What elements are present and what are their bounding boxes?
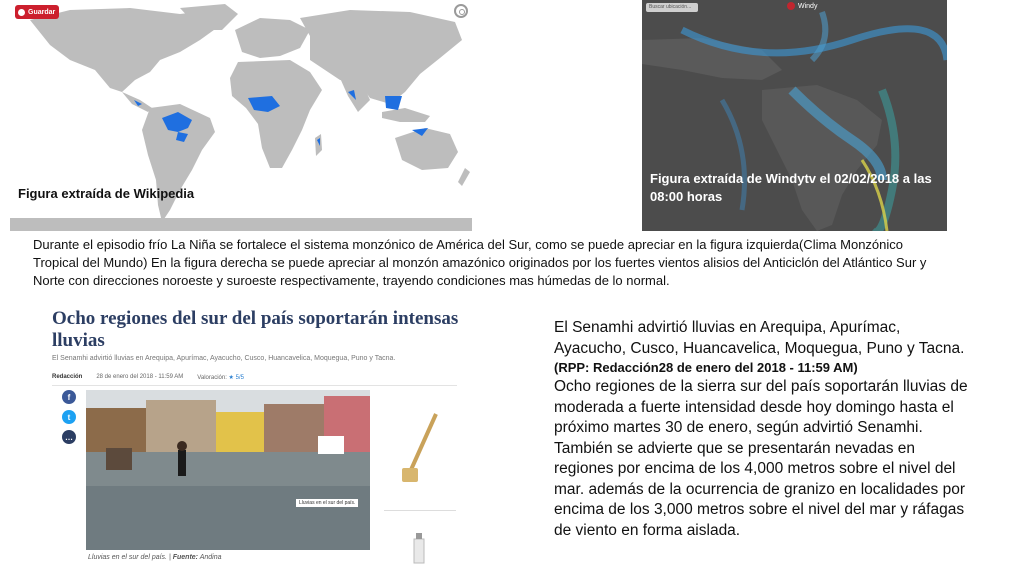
photo-tag: Lluvias en el sur del país. [296,499,358,507]
photo-source: Andina [199,554,222,561]
description-paragraph: Durante el episodio frío La Niña se fortalece el sistema monzónico de América del Sur, como se puede apreciar en la figura izquierda(Clima Monzónico Tropical del Mundo) En la figura derecha se puede apreciar al monzón amazónico originados por los fuertes vientos alisios del Anticiclón del Atlántico Sur y Norte con direcciones noroeste y suroeste respectivamente, trayendo condiciones mas húmedas de lo normal. [33,237,927,288]
right-figure-caption: Figura extraída de Windytv el 02/02/2018 a las 08:00 horas [650,171,932,204]
photo-source-label: Fuente: [172,554,198,561]
australia-shape [395,128,458,170]
save-button[interactable] [15,5,59,19]
windy-search-input[interactable]: Buscar ubicación... [646,3,698,12]
news-summary [554,318,974,541]
new-zealand-shape [458,168,470,186]
news-source: (RPP: Redacción28 de enero del 2018 - 11:59 AM) [554,360,858,375]
world-map-panel [10,0,472,231]
side-ad-image[interactable] [384,406,456,496]
article-author: Redacción [52,374,83,380]
wooden-brush-image [384,406,456,496]
comment-icon[interactable]: … [62,430,76,444]
pin-icon [18,9,25,16]
europe-shape [235,18,310,58]
article-date: 28 de enero del 2018 - 11:59 AM [96,374,184,380]
zoom-icon[interactable] [454,4,468,18]
news-body: Ocho regiones de la sierra sur del país soportarán lluvias de moderada a fuerte intensidad desde hoy domingo hasta el próximo martes 30 de enero, según advirtió Senamhi. También se advierte que se presentarán nevadas en regiones por encima de los 4,000 metros sobre el nivel del mar. además de la ocurrencia de granizo en localidades por encima de los 3,000 metros sobre el nivel del mar y ráfagas de viento en forma aislada. [554,378,968,539]
madagascar-shape [315,134,322,156]
rating-value: 5/5 [235,375,244,381]
flood-photo [86,390,370,550]
star-icon: ★ [228,375,234,381]
antarctica-shape [10,218,472,231]
meta-divider [52,385,457,386]
left-figure-caption: Figura extraída de Wikipedia [18,186,195,201]
windy-logo-icon [787,2,795,10]
article-rating [197,374,244,381]
africa-shape [230,60,322,168]
side-ad-image-2[interactable] [384,510,456,576]
photo-caption: Lluvias en el sur del país. | Fuente: Andina [88,554,222,561]
article-title[interactable]: Ocho regiones del sur del país soportarán intensas lluvias [52,308,459,351]
windy-map-panel [642,0,947,231]
windy-logo [787,2,817,10]
bottle-image [384,511,456,576]
article-photo [86,390,370,550]
indonesia-shape [382,108,430,122]
facebook-icon[interactable]: f [62,390,76,404]
asia-monsoon-region [385,96,402,110]
news-lead: El Senamhi advirtió lluvias en Arequipa, Apurímac, Ayacucho, Cusco, Huancavelica, Moquegua, Puno y Tacna. [554,319,965,357]
twitter-icon[interactable]: t [62,410,76,424]
news-article-card [50,306,462,576]
article-subtitle: El Senamhi advirtió lluvias en Arequipa, Apurímac, Ayacucho, Cusco, Huancavelica, Moquegua, Puno y Tacna. [52,355,396,362]
article-meta [52,374,244,381]
photo-caption-text: Lluvias en el sur del país. [88,554,167,561]
asia-shape [300,10,462,104]
rating-label: Valoración: [197,375,227,381]
save-label: Guardar [28,8,56,16]
windy-brand: Windy [798,2,818,10]
